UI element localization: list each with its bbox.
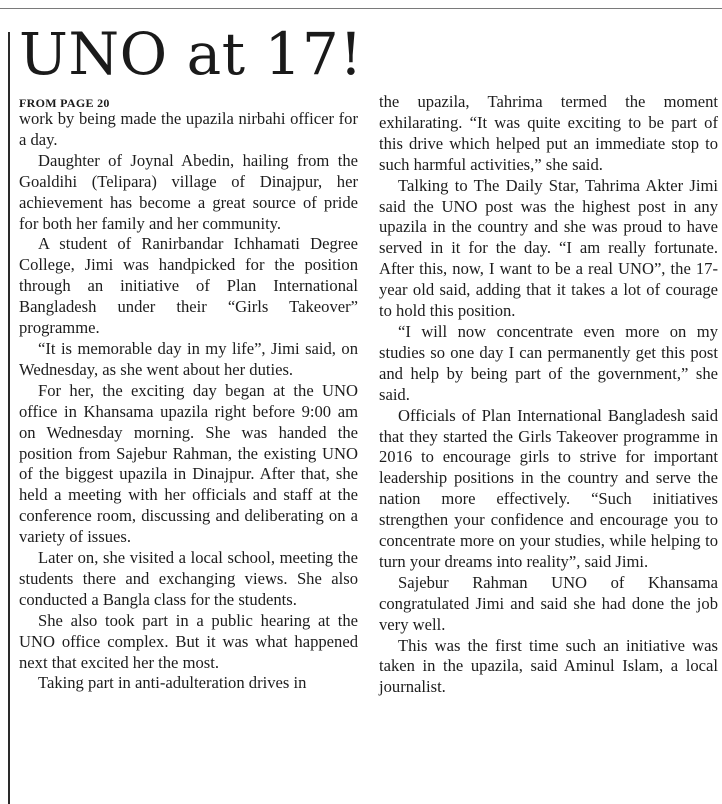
paragraph: Talking to The Daily Star, Tahrima Akter Jimi said the UNO post was the highest post in any upazila in the country and she was proud to have served in it for the day. “I am really fortunate. After this, now, I want to be a real UNO”, the 17-year old said, adding that it takes a lot of courage to hold this position.	[379, 175, 718, 321]
paragraph: For her, the exciting day began at the UNO office in Khansama upazila right before 9:00 am on Wednesday morning. She was handed the position from Sajebur Rahman, the existing UNO of the biggest upazila in Dinajpur. After that, she held a meeting with her officials and staff at the conference room, discussing and deliberating on a variety of issues.	[19, 380, 358, 547]
paragraph: “I will now concentrate even more on my studies so one day I can permanently get this post and help by being part of the government,” she said.	[379, 321, 718, 404]
paragraph: Later on, she visited a local school, meeting the students there and exchanging views. She also conducted a Bangla class for the students.	[19, 548, 358, 609]
paragraph: Taking part in anti-adulteration drives in	[38, 673, 307, 693]
top-rule	[0, 8, 722, 9]
paragraph: Officials of Plan International Bangladesh said that they started the Girls Takeover programme in 2016 to encourage girls to strive for important leadership positions in the country and serve the nation more effectively. “Such initiatives strengthen your confidence and encourage you to concentrate more on your studies, while helping to turn your dreams into reality”, said Jimi.	[379, 405, 718, 571]
paragraph: “It is memorable day in my life”, Jimi said, on Wednesday, as she went about her duties.	[19, 338, 358, 379]
paragraph: Sajebur Rahman UNO of Khansama congratulated Jimi and said she had done the job very well.	[379, 572, 718, 634]
jump-label: FROM PAGE 20	[19, 96, 110, 110]
article-column-1	[19, 109, 358, 694]
left-column-rule	[8, 32, 10, 804]
article-column-2	[379, 92, 718, 698]
paragraph: She also took part in a public hearing at the UNO office complex. But it was what happened next that excited her the most.	[19, 610, 358, 672]
paragraph: work by being made the upazila nirbahi officer for a day.	[19, 109, 358, 149]
paragraph: the upazila, Tahrima termed the moment exhilarating. “It was quite exciting to be part of this drive which helped put an immediate stop to such harmful activities,” she said.	[379, 92, 718, 174]
headline: UNO at 17!	[19, 20, 364, 88]
paragraph: Daughter of Joynal Abedin, hailing from the Goaldihi (Telipara) village of Dinajpur, her achievement has become a great source of pride for both her family and her community.	[19, 150, 358, 233]
paragraph: This was the first time such an initiative was taken in the upazila, said Aminul Islam, a local journalist.	[379, 635, 718, 697]
paragraph: A student of Ranirbandar Ichhamati Degree College, Jimi was handpicked for the position through an initiative of Plan International Bangladesh under their “Girls Takeover” programme.	[19, 234, 358, 338]
